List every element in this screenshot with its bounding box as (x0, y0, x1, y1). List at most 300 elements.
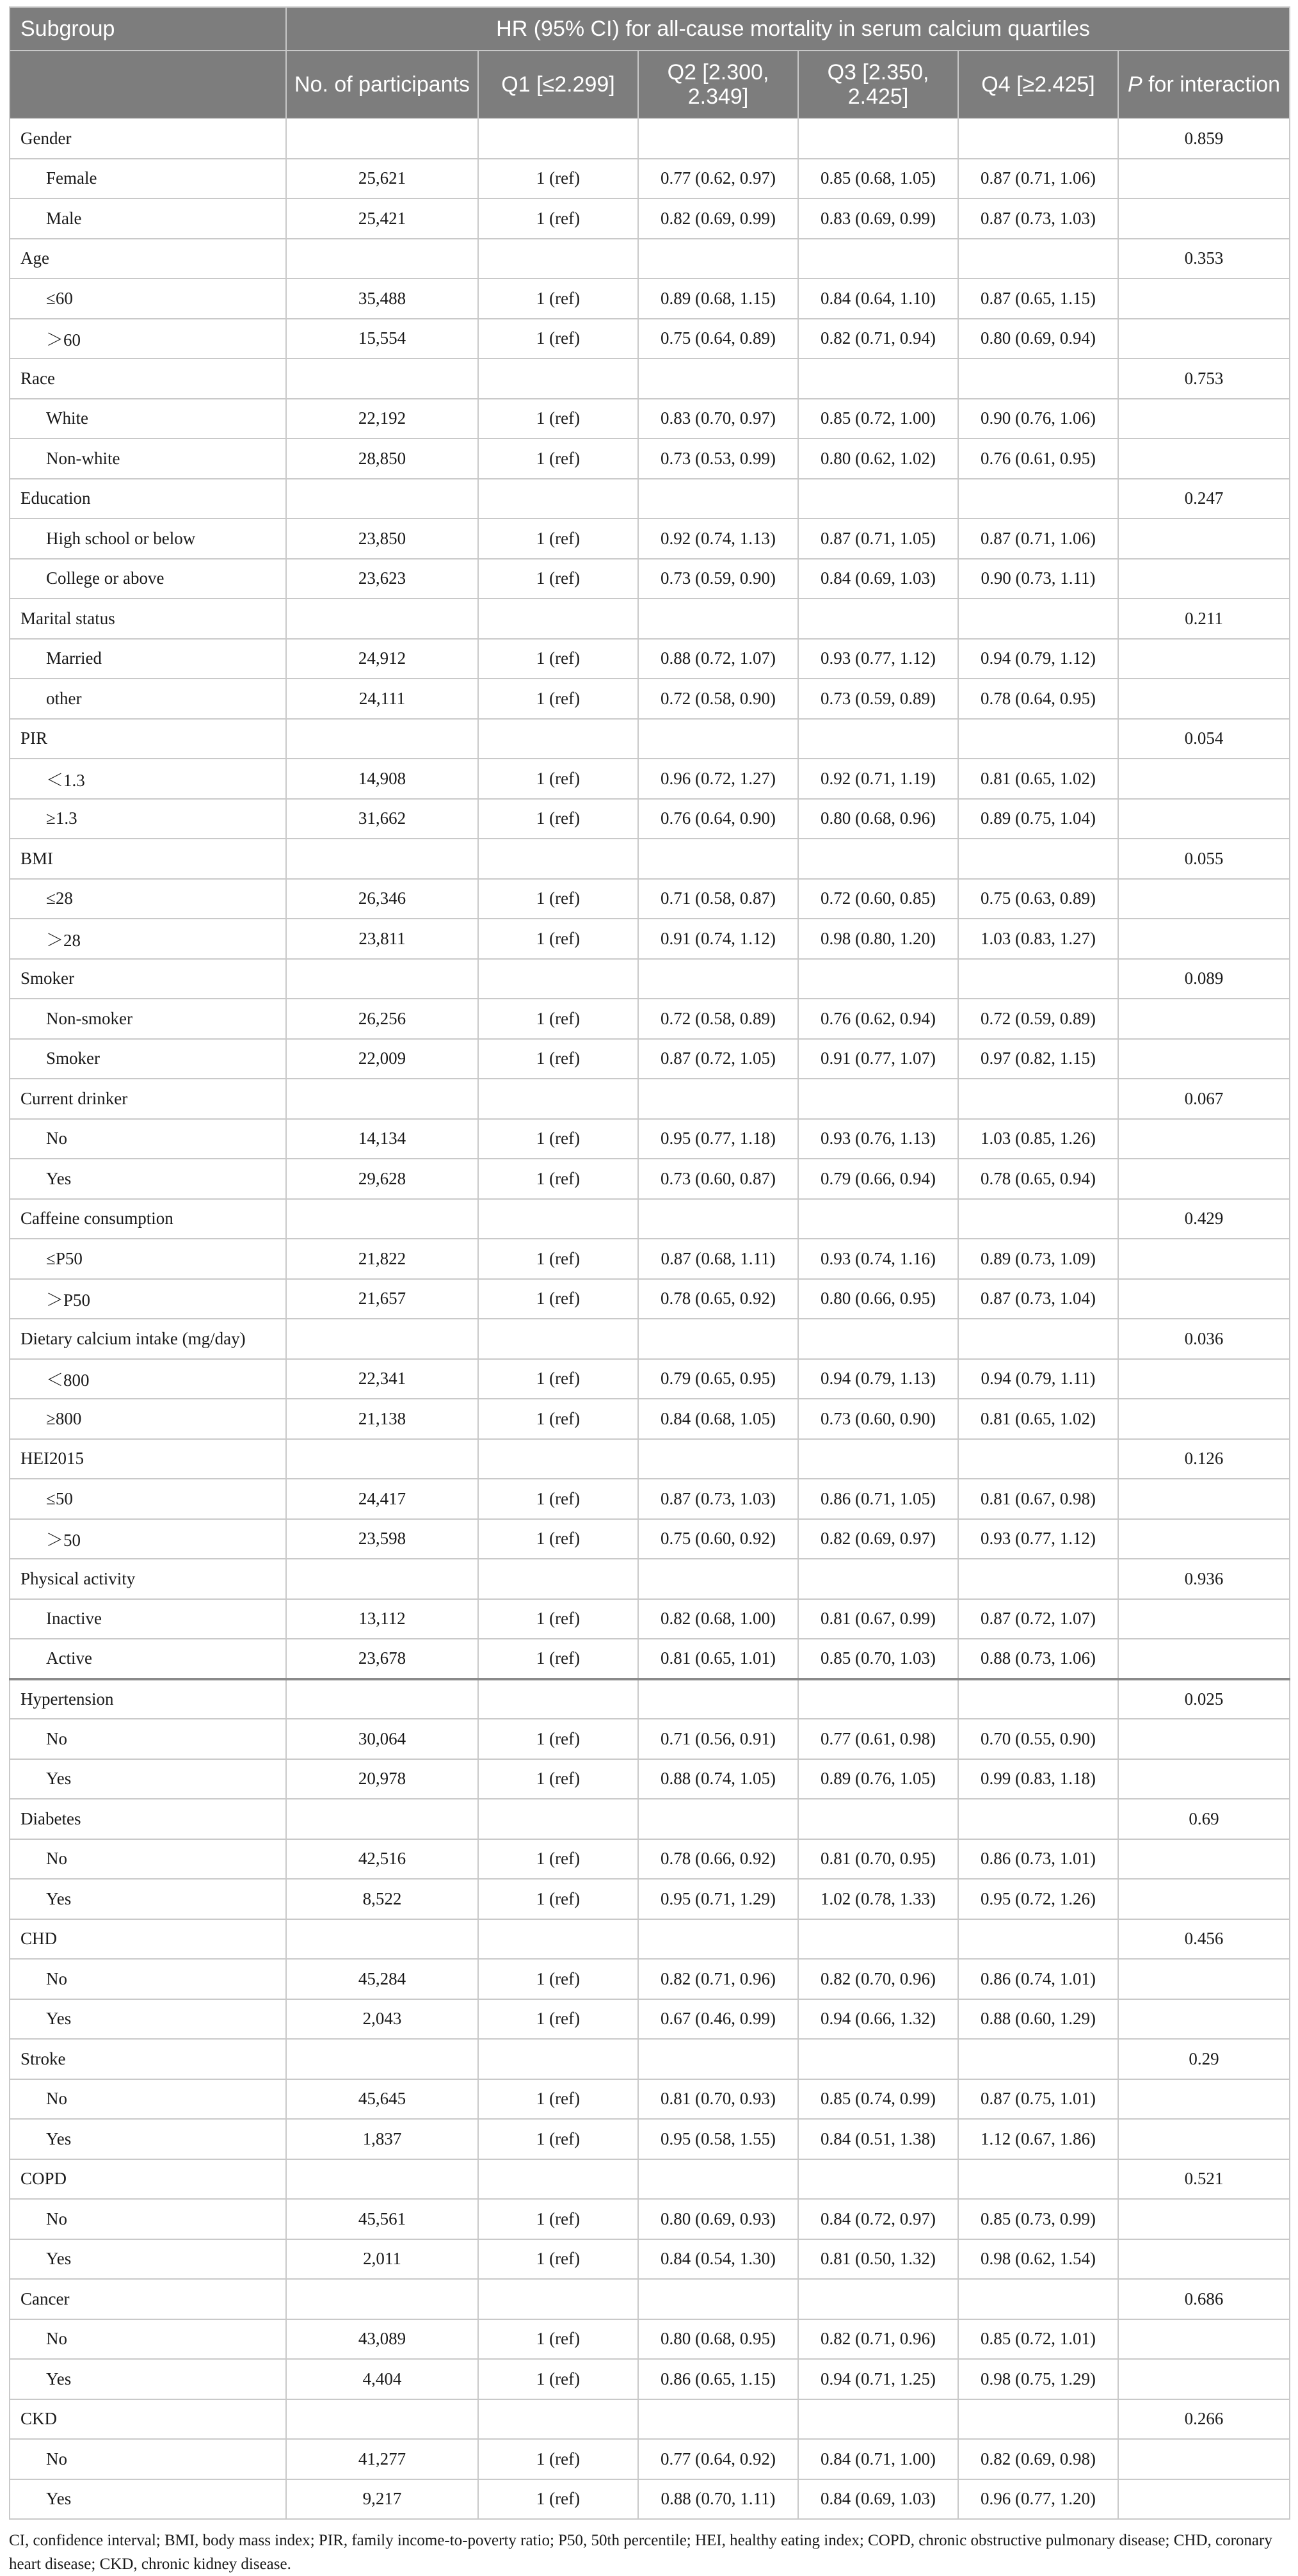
cell-q2 (638, 719, 798, 759)
cell-q2 (638, 959, 798, 999)
table-header (10, 7, 1290, 118)
header-p-italic: P (1127, 72, 1142, 97)
cell-participants: 2,043 (286, 1999, 478, 2040)
table-row-category (10, 1919, 1290, 1960)
cell-q2 (638, 239, 798, 279)
cell-q2: 0.73 (0.60, 0.87) (638, 1159, 798, 1199)
cell-p-interaction (1118, 1039, 1290, 1079)
cell-p-interaction (1118, 879, 1290, 919)
cell-q3: 0.79 (0.66, 0.94) (798, 1159, 958, 1199)
cell-q2: 0.87 (0.72, 1.05) (638, 1039, 798, 1079)
row-label: Dietary calcium intake (mg/day) (10, 1319, 286, 1359)
table-row (10, 639, 1290, 679)
cell-q1 (478, 479, 638, 519)
cell-p-interaction (1118, 1279, 1290, 1319)
table-row (10, 2359, 1290, 2399)
cell-p-interaction (1118, 1759, 1290, 1799)
cell-q1: 1 (ref) (478, 198, 638, 239)
cell-q4: 0.96 (0.77, 1.20) (958, 2479, 1118, 2520)
cell-q1: 1 (ref) (478, 1279, 638, 1319)
row-label: Male (10, 198, 286, 239)
cell-p-interaction: 0.126 (1118, 1439, 1290, 1479)
cell-q1: 1 (ref) (478, 759, 638, 799)
cell-q3: 0.94 (0.79, 1.13) (798, 1359, 958, 1399)
cell-p-interaction (1118, 2479, 1290, 2520)
cell-p-interaction: 0.936 (1118, 1559, 1290, 1599)
cell-p-interaction: 0.29 (1118, 2039, 1290, 2079)
cell-q4 (958, 719, 1118, 759)
cell-p-interaction (1118, 639, 1290, 679)
cell-p-interaction (1118, 519, 1290, 559)
cell-p-interaction: 0.69 (1118, 1799, 1290, 1839)
cell-q3: 0.85 (0.74, 0.99) (798, 2079, 958, 2120)
table-row (10, 1879, 1290, 1919)
cell-q3 (798, 2039, 958, 2079)
cell-q1 (478, 118, 638, 159)
cell-participants: 20,978 (286, 1759, 478, 1799)
cell-q4 (958, 479, 1118, 519)
cell-q1: 1 (ref) (478, 1759, 638, 1799)
cell-participants: 25,621 (286, 159, 478, 199)
cell-participants (286, 2159, 478, 2200)
cell-q2: 0.88 (0.72, 1.07) (638, 639, 798, 679)
table-row-category (10, 2039, 1290, 2079)
cell-q4: 0.78 (0.64, 0.95) (958, 679, 1118, 719)
cell-p-interaction (1118, 1839, 1290, 1880)
cell-q3: 0.86 (0.71, 1.05) (798, 1479, 958, 1519)
row-label: No (10, 2199, 286, 2239)
cell-participants: 28,850 (286, 439, 478, 479)
cell-p-interaction: 0.211 (1118, 599, 1290, 639)
cell-q2: 0.82 (0.71, 0.96) (638, 1959, 798, 1999)
cell-participants: 21,657 (286, 1279, 478, 1319)
cell-q3: 0.82 (0.71, 0.96) (798, 2319, 958, 2360)
cell-q3: 0.81 (0.67, 0.99) (798, 1599, 958, 1639)
row-label: No (10, 1719, 286, 1759)
row-label: ≥1.3 (10, 799, 286, 839)
row-label: ≤P50 (10, 1239, 286, 1279)
cell-q1: 1 (ref) (478, 919, 638, 959)
cell-q4 (958, 1799, 1118, 1839)
cell-q4: 0.98 (0.62, 1.54) (958, 2239, 1118, 2280)
table-row (10, 1599, 1290, 1639)
cell-q2: 0.78 (0.66, 0.92) (638, 1839, 798, 1880)
cell-q1 (478, 2399, 638, 2440)
row-label: Caffeine consumption (10, 1199, 286, 1239)
cell-q4: 0.81 (0.65, 1.02) (958, 1399, 1118, 1439)
cell-q2 (638, 358, 798, 399)
cell-q4: 0.72 (0.59, 0.89) (958, 999, 1118, 1039)
cell-q3 (798, 479, 958, 519)
cell-q2 (638, 2399, 798, 2440)
cell-q4: 0.81 (0.67, 0.98) (958, 1479, 1118, 1519)
cell-q3: 0.87 (0.71, 1.05) (798, 519, 958, 559)
cell-q4 (958, 1559, 1118, 1599)
cell-q3: 0.84 (0.69, 1.03) (798, 2479, 958, 2520)
cell-participants (286, 1199, 478, 1239)
cell-q4: 0.87 (0.65, 1.15) (958, 278, 1118, 319)
table-row (10, 799, 1290, 839)
cell-participants (286, 2279, 478, 2319)
table-row-category (10, 839, 1290, 879)
cell-q3 (798, 2279, 958, 2319)
row-label: BMI (10, 839, 286, 879)
cell-q3: 0.94 (0.71, 1.25) (798, 2359, 958, 2399)
cell-p-interaction (1118, 1879, 1290, 1919)
row-label: other (10, 679, 286, 719)
row-label: Yes (10, 1999, 286, 2040)
cell-q2: 0.82 (0.69, 0.99) (638, 198, 798, 239)
cell-q3: 0.73 (0.60, 0.90) (798, 1399, 958, 1439)
table-row-category (10, 599, 1290, 639)
cell-q2: 0.84 (0.68, 1.05) (638, 1399, 798, 1439)
row-label: Age (10, 239, 286, 279)
cell-p-interaction (1118, 1719, 1290, 1759)
cell-participants (286, 959, 478, 999)
cell-p-interaction: 0.686 (1118, 2279, 1290, 2319)
row-label: Diabetes (10, 1799, 286, 1839)
row-label: Smoker (10, 1039, 286, 1079)
row-label: ＜1.3 (10, 759, 286, 799)
cell-q4: 0.90 (0.76, 1.06) (958, 399, 1118, 439)
cell-q4: 0.97 (0.82, 1.15) (958, 1039, 1118, 1079)
table-row (10, 198, 1290, 239)
table-row (10, 2479, 1290, 2520)
cell-q1: 1 (ref) (478, 1599, 638, 1639)
table-row (10, 399, 1290, 439)
cell-q3: 0.93 (0.77, 1.12) (798, 639, 958, 679)
cell-q2 (638, 2279, 798, 2319)
cell-p-interaction (1118, 2079, 1290, 2120)
cell-participants: 13,112 (286, 1599, 478, 1639)
row-label: COPD (10, 2159, 286, 2200)
cell-q3 (798, 1199, 958, 1239)
cell-q1 (478, 1799, 638, 1839)
cell-q2: 0.87 (0.68, 1.11) (638, 1239, 798, 1279)
cell-q4 (958, 2039, 1118, 2079)
cell-q1: 1 (ref) (478, 2239, 638, 2280)
cell-q4: 0.81 (0.65, 1.02) (958, 759, 1118, 799)
cell-participants: 9,217 (286, 2479, 478, 2520)
cell-q3 (798, 1679, 958, 1719)
cell-q3 (798, 2399, 958, 2440)
table-row (10, 1239, 1290, 1279)
cell-q1: 1 (ref) (478, 1519, 638, 1559)
cell-q1 (478, 2159, 638, 2200)
cell-p-interaction (1118, 2359, 1290, 2399)
cell-p-interaction (1118, 2119, 1290, 2159)
header-q4: Q4 [≥2.425] (958, 51, 1118, 118)
cell-q2 (638, 118, 798, 159)
header-participants: No. of participants (286, 51, 478, 118)
cell-q3: 0.73 (0.59, 0.89) (798, 679, 958, 719)
cell-p-interaction (1118, 799, 1290, 839)
cell-q4: 0.87 (0.73, 1.04) (958, 1279, 1118, 1319)
table-row (10, 2119, 1290, 2159)
cell-q2: 0.84 (0.54, 1.30) (638, 2239, 798, 2280)
cell-participants: 29,628 (286, 1159, 478, 1199)
row-label: High school or below (10, 519, 286, 559)
cell-q2 (638, 1799, 798, 1839)
row-label: Yes (10, 1879, 286, 1919)
cell-p-interaction (1118, 559, 1290, 599)
cell-q2 (638, 1559, 798, 1599)
table-row (10, 1759, 1290, 1799)
cell-q4: 0.98 (0.75, 1.29) (958, 2359, 1118, 2399)
cell-q2: 0.88 (0.74, 1.05) (638, 1759, 798, 1799)
cell-q1: 1 (ref) (478, 879, 638, 919)
cell-participants (286, 1679, 478, 1719)
cell-q1: 1 (ref) (478, 1399, 638, 1439)
cell-q2: 0.87 (0.73, 1.03) (638, 1479, 798, 1519)
cell-participants: 45,561 (286, 2199, 478, 2239)
header-p-interaction (1118, 51, 1290, 118)
row-label: Yes (10, 2479, 286, 2520)
row-label: Yes (10, 2119, 286, 2159)
table-row (10, 1399, 1290, 1439)
cell-q1: 1 (ref) (478, 1239, 638, 1279)
row-label: Cancer (10, 2279, 286, 2319)
cell-participants: 25,421 (286, 198, 478, 239)
cell-participants: 26,346 (286, 879, 478, 919)
cell-p-interaction (1118, 1119, 1290, 1159)
cell-participants: 23,850 (286, 519, 478, 559)
table-row (10, 519, 1290, 559)
cell-q1: 1 (ref) (478, 679, 638, 719)
cell-q3: 0.84 (0.64, 1.10) (798, 278, 958, 319)
row-label: No (10, 1119, 286, 1159)
cell-p-interaction: 0.429 (1118, 1199, 1290, 1239)
cell-q2: 0.80 (0.68, 0.95) (638, 2319, 798, 2360)
cell-participants: 1,837 (286, 2119, 478, 2159)
cell-q1 (478, 239, 638, 279)
cell-q3: 0.82 (0.69, 0.97) (798, 1519, 958, 1559)
table-row (10, 559, 1290, 599)
cell-q2: 0.79 (0.65, 0.95) (638, 1359, 798, 1399)
cell-q4 (958, 358, 1118, 399)
cell-p-interaction: 0.025 (1118, 1679, 1290, 1719)
cell-q3 (798, 1439, 958, 1479)
cell-q2: 0.95 (0.71, 1.29) (638, 1879, 798, 1919)
cell-q2 (638, 1679, 798, 1719)
cell-q2 (638, 479, 798, 519)
cell-q4: 0.75 (0.63, 0.89) (958, 879, 1118, 919)
cell-q2: 0.72 (0.58, 0.90) (638, 679, 798, 719)
cell-participants: 41,277 (286, 2439, 478, 2479)
cell-q4: 0.87 (0.71, 1.06) (958, 159, 1118, 199)
cell-participants (286, 118, 478, 159)
cell-q3: 0.85 (0.72, 1.00) (798, 399, 958, 439)
table-row (10, 2199, 1290, 2239)
cell-p-interaction: 0.753 (1118, 358, 1290, 399)
cell-q3 (798, 118, 958, 159)
row-label: Education (10, 479, 286, 519)
cell-q3: 0.84 (0.51, 1.38) (798, 2119, 958, 2159)
row-label: Active (10, 1639, 286, 1679)
table-row (10, 2319, 1290, 2360)
cell-q2 (638, 2159, 798, 2200)
table-row (10, 1959, 1290, 1999)
cell-q3: 0.84 (0.69, 1.03) (798, 559, 958, 599)
row-label: College or above (10, 559, 286, 599)
cell-participants: 23,678 (286, 1639, 478, 1679)
row-label: Yes (10, 2359, 286, 2399)
cell-q3 (798, 1559, 958, 1599)
cell-q4 (958, 839, 1118, 879)
cell-q2: 0.73 (0.53, 0.99) (638, 439, 798, 479)
cell-participants: 31,662 (286, 799, 478, 839)
cell-q2: 0.89 (0.68, 1.15) (638, 278, 798, 319)
cell-p-interaction (1118, 1479, 1290, 1519)
cell-participants: 23,598 (286, 1519, 478, 1559)
subgroup-hr-table (9, 6, 1290, 2520)
table-row (10, 2079, 1290, 2120)
cell-q2: 0.71 (0.58, 0.87) (638, 879, 798, 919)
row-label: ＞50 (10, 1519, 286, 1559)
cell-q4: 0.87 (0.72, 1.07) (958, 1599, 1118, 1639)
row-label: ≤50 (10, 1479, 286, 1519)
cell-q4: 0.95 (0.72, 1.26) (958, 1879, 1118, 1919)
cell-q3: 0.82 (0.70, 0.96) (798, 1959, 958, 1999)
cell-q1 (478, 1199, 638, 1239)
row-label: Inactive (10, 1599, 286, 1639)
cell-q4: 0.85 (0.73, 0.99) (958, 2199, 1118, 2239)
cell-q1 (478, 1319, 638, 1359)
cell-q3: 0.85 (0.70, 1.03) (798, 1639, 958, 1679)
cell-q2 (638, 839, 798, 879)
cell-participants (286, 2399, 478, 2440)
cell-q3 (798, 719, 958, 759)
cell-p-interaction (1118, 319, 1290, 359)
table-row (10, 759, 1290, 799)
cell-q2: 0.83 (0.70, 0.97) (638, 399, 798, 439)
header-q2: Q2 [2.300, 2.349] (638, 51, 798, 118)
cell-participants: 30,064 (286, 1719, 478, 1759)
cell-q2: 0.80 (0.69, 0.93) (638, 2199, 798, 2239)
cell-participants (286, 599, 478, 639)
table-row-category (10, 358, 1290, 399)
table-row (10, 1119, 1290, 1159)
cell-participants: 35,488 (286, 278, 478, 319)
table-row-category (10, 1079, 1290, 1119)
cell-participants (286, 2039, 478, 2079)
cell-q3 (798, 2159, 958, 2200)
cell-q2: 0.86 (0.65, 1.15) (638, 2359, 798, 2399)
cell-q3: 0.80 (0.66, 0.95) (798, 1279, 958, 1319)
cell-participants: 26,256 (286, 999, 478, 1039)
cell-q2 (638, 2039, 798, 2079)
row-label: Physical activity (10, 1559, 286, 1599)
cell-q3: 0.93 (0.76, 1.13) (798, 1119, 958, 1159)
cell-p-interaction (1118, 1239, 1290, 1279)
cell-q1 (478, 1679, 638, 1719)
cell-q1: 1 (ref) (478, 159, 638, 199)
cell-q1 (478, 839, 638, 879)
cell-q1: 1 (ref) (478, 519, 638, 559)
cell-q4 (958, 2399, 1118, 2440)
table-row (10, 1719, 1290, 1759)
row-label: Current drinker (10, 1079, 286, 1119)
cell-p-interaction: 0.247 (1118, 479, 1290, 519)
cell-p-interaction (1118, 1519, 1290, 1559)
cell-q3 (798, 1799, 958, 1839)
cell-q1: 1 (ref) (478, 399, 638, 439)
cell-p-interaction (1118, 159, 1290, 199)
cell-q4 (958, 2279, 1118, 2319)
cell-q1: 1 (ref) (478, 999, 638, 1039)
cell-q2: 0.95 (0.58, 1.55) (638, 2119, 798, 2159)
cell-q4 (958, 1919, 1118, 1960)
table-row (10, 919, 1290, 959)
cell-q4: 1.03 (0.83, 1.27) (958, 919, 1118, 959)
cell-q3: 1.02 (0.78, 1.33) (798, 1879, 958, 1919)
cell-p-interaction (1118, 198, 1290, 239)
cell-q1: 1 (ref) (478, 439, 638, 479)
cell-q2 (638, 1319, 798, 1359)
cell-q1: 1 (ref) (478, 1839, 638, 1880)
cell-q1: 1 (ref) (478, 2079, 638, 2120)
cell-q4: 0.90 (0.73, 1.11) (958, 559, 1118, 599)
table-body (10, 118, 1290, 2519)
cell-q4: 0.89 (0.73, 1.09) (958, 1239, 1118, 1279)
row-label: ≥800 (10, 1399, 286, 1439)
cell-q2: 0.77 (0.64, 0.92) (638, 2439, 798, 2479)
cell-q4: 0.99 (0.83, 1.18) (958, 1759, 1118, 1799)
cell-participants: 45,284 (286, 1959, 478, 1999)
table-row-category (10, 2399, 1290, 2440)
row-label: Smoker (10, 959, 286, 999)
cell-q3 (798, 239, 958, 279)
cell-q3 (798, 1919, 958, 1960)
cell-participants (286, 1079, 478, 1119)
cell-q2: 0.67 (0.46, 0.99) (638, 1999, 798, 2040)
cell-q4: 0.87 (0.71, 1.06) (958, 519, 1118, 559)
table-row-category (10, 1679, 1290, 1719)
cell-q2: 0.95 (0.77, 1.18) (638, 1119, 798, 1159)
cell-q1: 1 (ref) (478, 1119, 638, 1159)
cell-q1 (478, 1079, 638, 1119)
cell-q4: 0.76 (0.61, 0.95) (958, 439, 1118, 479)
header-blank (10, 51, 286, 118)
table-row-category (10, 1799, 1290, 1839)
table-row (10, 1519, 1290, 1559)
cell-q2 (638, 599, 798, 639)
cell-q4 (958, 2159, 1118, 2200)
table-row (10, 439, 1290, 479)
cell-participants (286, 479, 478, 519)
cell-participants (286, 719, 478, 759)
cell-p-interaction (1118, 1999, 1290, 2040)
cell-q3: 0.84 (0.72, 0.97) (798, 2199, 958, 2239)
cell-p-interaction: 0.089 (1118, 959, 1290, 999)
cell-q4: 0.88 (0.60, 1.29) (958, 1999, 1118, 2040)
cell-q4: 0.85 (0.72, 1.01) (958, 2319, 1118, 2360)
row-label: Hypertension (10, 1679, 286, 1719)
cell-q1: 1 (ref) (478, 2439, 638, 2479)
cell-p-interaction (1118, 439, 1290, 479)
cell-q1 (478, 1919, 638, 1960)
table-row (10, 1159, 1290, 1199)
table-row (10, 1479, 1290, 1519)
row-label: Race (10, 358, 286, 399)
cell-q4: 0.88 (0.73, 1.06) (958, 1639, 1118, 1679)
table-row (10, 1039, 1290, 1079)
cell-q1: 1 (ref) (478, 1639, 638, 1679)
cell-participants: 23,623 (286, 559, 478, 599)
row-label: ＜800 (10, 1359, 286, 1399)
cell-p-interaction: 0.036 (1118, 1319, 1290, 1359)
table-row (10, 1999, 1290, 2040)
